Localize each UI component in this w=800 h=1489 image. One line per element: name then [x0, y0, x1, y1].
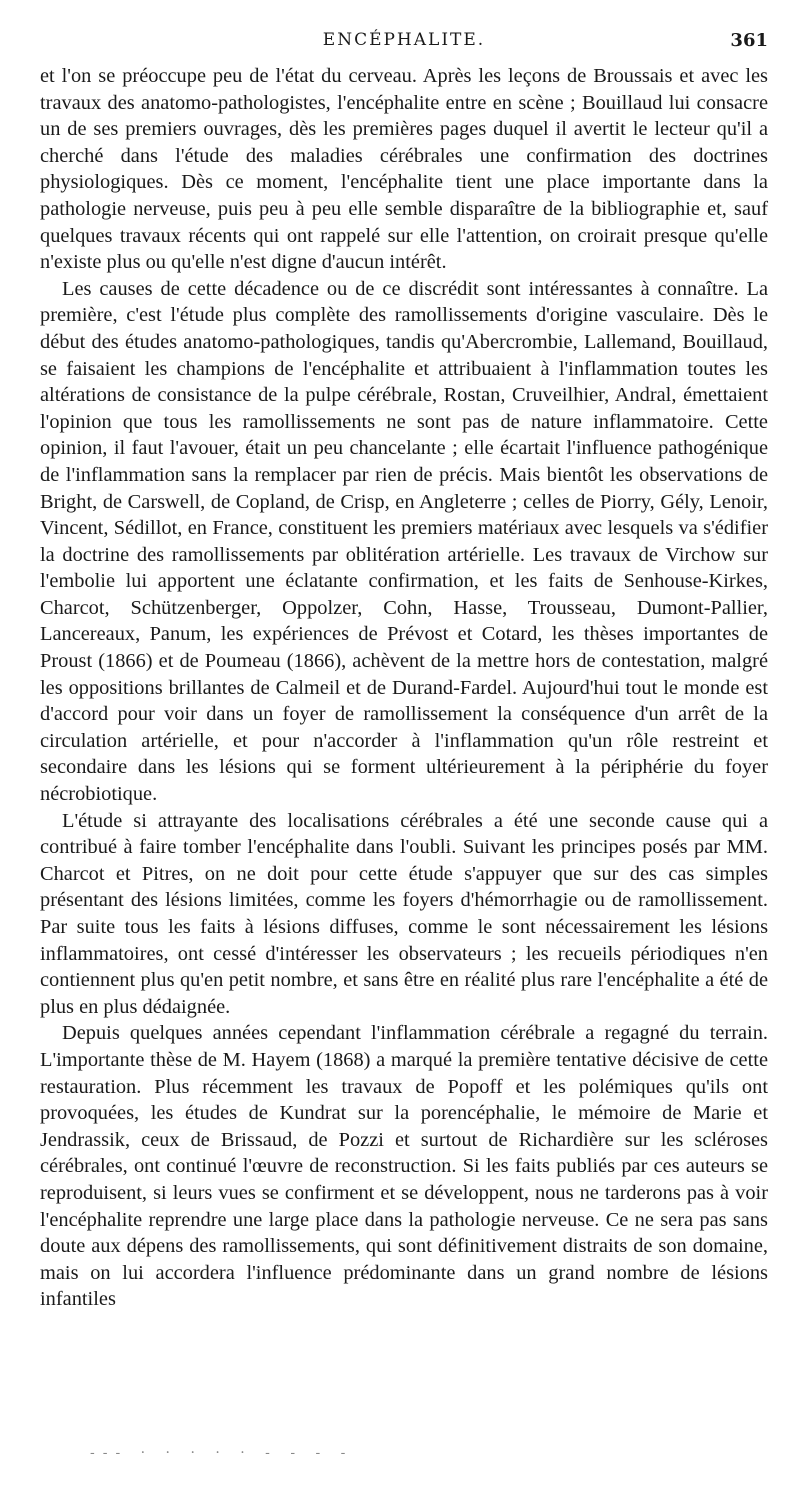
paragraph: Les causes de cette décadence ou de ce discrédit sont intéressantes à connaître. La première, c'est l'étude plus complète des ramollissements d'origine vasculaire. Dès le début des études anatomo-pathologiques, tandis qu'Abercrombie, Lallemand, Bouillaud, se faisaient les champions de l'encéphalite et attribuaient à l'inflammation toutes les altérations de consistance de la pulpe cérébrale, Rostan, Cruveilhier, Andral, émettaient l'opinion que tous les ramollissements ne sont pas de nature inflammatoire. Cette opinion, il faut l'avouer, était un peu chancelante ; elle écartait l'influence pathogénique de l'inflammation sans la remplacer par rien de précis. Mais bientôt les observations de Bright, de Carswell, de Copland, de Crisp, en Angleterre ; celles de Piorry, Gély, Lenoir, Vincent, Sédillot, en France, constituent les premiers matériaux avec lesquels va s'édifier la doctrine des ramollissements par oblitération artérielle. Les travaux de Virchow sur l'embolie lui apportent une éclatante confirmation, et les faits de Senhouse-Kirkes, Charcot, Schützenberger, Oppolzer, Cohn, Hasse, Trousseau, Dumont-Pallier, Lancereaux, Panum, les expériences de Prévost et Cotard, les thèses importantes de Proust (1866) et de Poumeau (1866), achèvent de la mettre hors de contestation, malgré les oppositions brillantes de Calmeil et de Durand-Fardel. Aujourd'hui tout le monde est d'accord pour voir dans un foyer de ramollissement la conséquence d'un arrêt de la circulation artérielle, et pour n'accorder à l'inflammation qu'un rôle restreint et secondaire dans les lésions qui se forment ultérieurement à la périphérie du foyer nécrobiotique. [40, 277, 768, 806]
paragraph: L'étude si attrayante des localisations cérébrales a été une seconde cause qui a contribué à faire tomber l'encéphalite dans l'oubli. Suivant les principes posés par MM. Charcot et Pitres, on ne doit pour cette étude s'appuyer que sur des cas simples présentant des lésions limitées, comme les foyers d'hémorrhagie ou de ramollissement. Par suite tous les faits à lésions diffuses, comme le sont nécessairement les lésions inflammatoires, ont cessé d'intéresser les observateurs ; les recueils périodiques n'en contiennent plus qu'en petit nombre, et sans être en réalité plus rare l'encéphalite a été de plus en plus dédaignée. [40, 809, 768, 1018]
signature-marks: --- · · · · · - - - - [90, 1445, 354, 1461]
running-title: ENCÉPHALITE. [322, 30, 486, 50]
paragraph-continued: et l'on se préoccupe peu de l'état du cerveau. Après les leçons de Broussais et avec les travaux des anatomo-pathologistes, l'encéphalite entre en scène ; Bouillaud lui consacre un de ses premiers ouvrages, dès les premières pages duquel il avertit le lecteur qu'il a cherché dans l'étude des maladies cérébrales une confirmation des doctrines physiologiques. Dès ce moment, l'encéphalite tient une place importante dans la pathologie nerveuse, puis peu à peu elle semble disparaître de la bibliographie et, sauf quelques travaux récents qui ont rappelé sur elle l'attention, on croirait presque qu'elle n'existe plus ou qu'elle n'est digne d'aucun intérêt. [40, 65, 768, 274]
body-text [40, 63, 768, 1313]
page-header [40, 30, 768, 56]
page-number: 361 [730, 30, 768, 51]
paragraph: Depuis quelques années cependant l'inflammation cérébrale a regagné du terrain. L'importante thèse de M. Hayem (1868) a marqué la première tentative décisive de cette restauration. Plus récemment les travaux de Popoff et les polémiques qu'ils ont provoquées, les études de Kundrat sur la porencéphalie, le mémoire de Marie et Jendrassik, ceux de Brissaud, de Pozzi et surtout de Richardière sur les scléroses cérébrales, ont continué l'œuvre de reconstruction. Si les faits publiés par ces auteurs se reproduisent, si leurs vues se confirment et se développent, nous ne tarderons pas à voir l'encéphalite reprendre une large place dans la pathologie nerveuse. Ce ne sera pas sans doute aux dépens des ramollissements, qui sont définitivement distraits de son domaine, mais on lui accordera l'influence prédominante dans un grand nombre de lésions infantiles [40, 1022, 768, 1311]
